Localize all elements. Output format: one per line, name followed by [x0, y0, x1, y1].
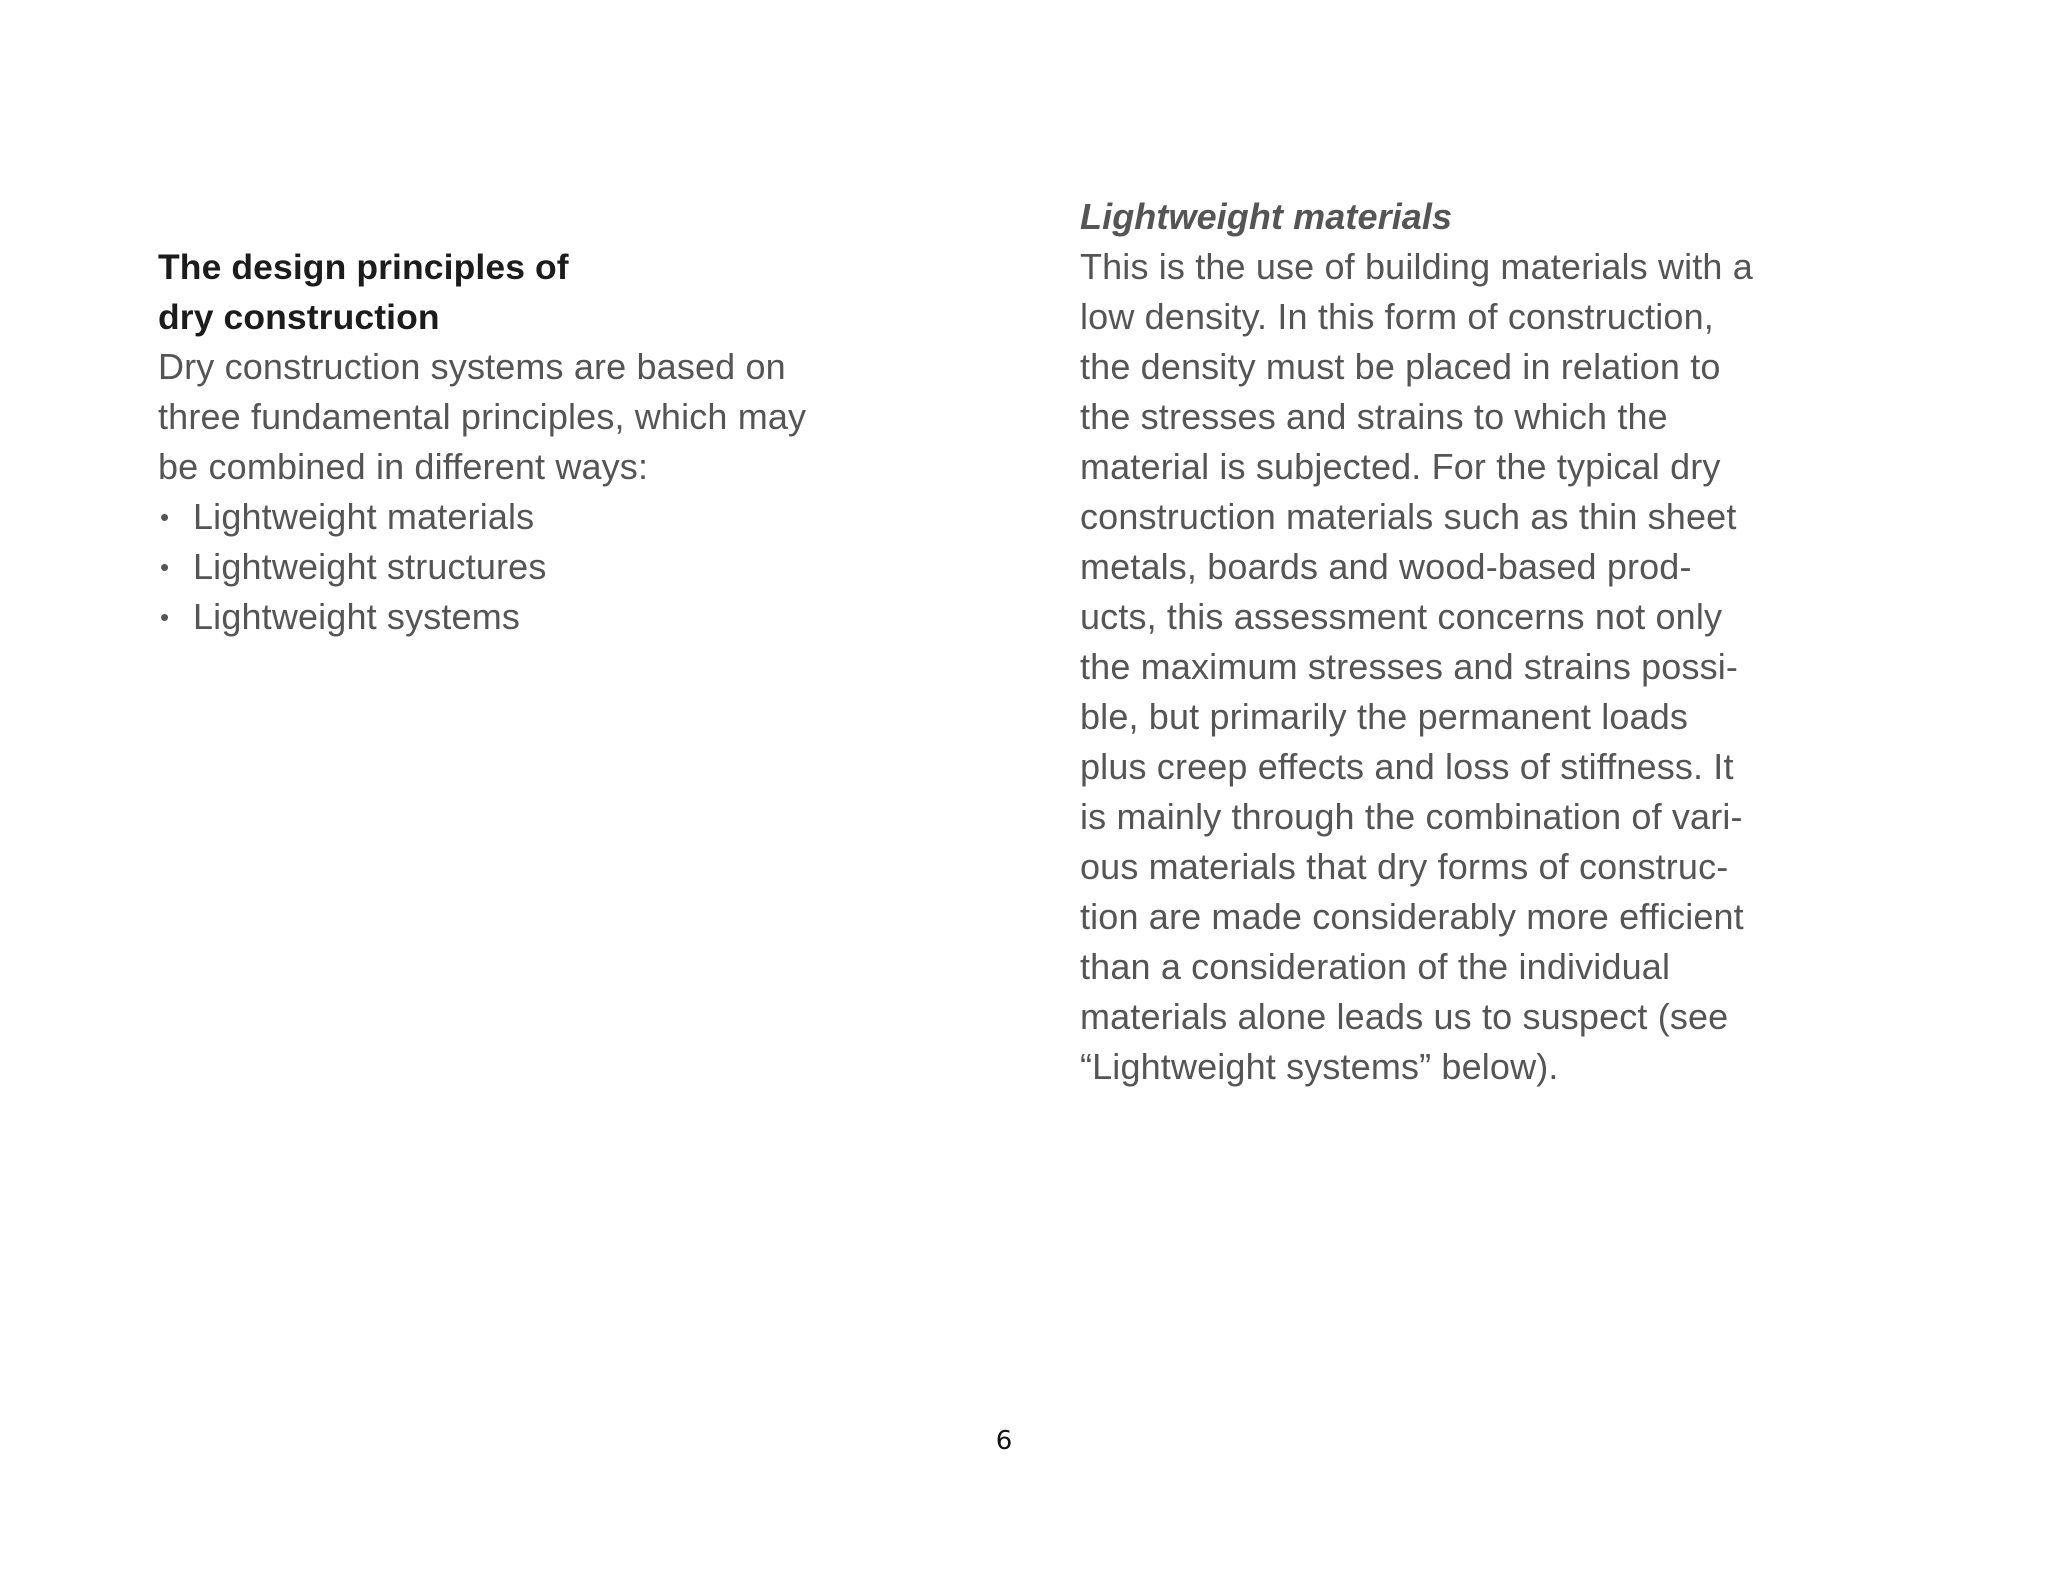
- text-line: three fundamental principles, which may: [158, 396, 807, 437]
- body-paragraph: [1080, 242, 1880, 1092]
- text-line: This is the use of building materials with a: [1080, 246, 1753, 287]
- intro-paragraph: [158, 342, 918, 492]
- text-line: Dry construction systems are based on: [158, 346, 786, 387]
- list-item-label: Lightweight materials: [193, 496, 535, 537]
- text-line: than a consideration of the individual: [1080, 946, 1671, 987]
- text-line: “Lightweight systems” below).: [1080, 1046, 1559, 1087]
- right-column: [1080, 192, 1880, 1092]
- bullet-icon: •: [160, 552, 170, 582]
- text-line: low density. In this form of construction,: [1080, 296, 1714, 337]
- text-line: material is subjected. For the typical dry: [1080, 446, 1721, 487]
- page-number: 6: [995, 1426, 1013, 1456]
- text-line: plus creep effects and loss of stiffness. It: [1080, 746, 1734, 787]
- text-line: ble, but primarily the permanent loads: [1080, 696, 1689, 737]
- text-line: ucts, this assessment concerns not only: [1080, 596, 1723, 637]
- left-column: [158, 242, 918, 642]
- list-item: [158, 592, 918, 642]
- text-line: tion are made considerably more efficient: [1080, 896, 1744, 937]
- text-line: be combined in different ways:: [158, 446, 649, 487]
- heading-line: dry construction: [158, 297, 440, 337]
- heading-line: The design principles of: [158, 247, 569, 287]
- section-heading: [158, 242, 918, 342]
- text-line: the maximum stresses and strains possi-: [1080, 646, 1739, 687]
- text-line: ous materials that dry forms of construc-: [1080, 846, 1729, 887]
- text-line: materials alone leads us to suspect (see: [1080, 996, 1729, 1037]
- text-line: metals, boards and wood-based prod-: [1080, 546, 1692, 587]
- bullet-icon: •: [160, 502, 170, 532]
- list-item: [158, 492, 918, 542]
- text-line: construction materials such as thin sheet: [1080, 496, 1737, 537]
- list-item: [158, 542, 918, 592]
- list-item-label: Lightweight structures: [193, 546, 547, 587]
- bullet-icon: •: [160, 602, 170, 632]
- text-line: the stresses and strains to which the: [1080, 396, 1668, 437]
- list-item-label: Lightweight systems: [193, 596, 520, 637]
- text-line: the density must be placed in relation to: [1080, 346, 1721, 387]
- subsection-heading: Lightweight materials: [1080, 196, 1453, 237]
- principles-list: [158, 492, 918, 642]
- text-line: is mainly through the combination of vari-: [1080, 796, 1743, 837]
